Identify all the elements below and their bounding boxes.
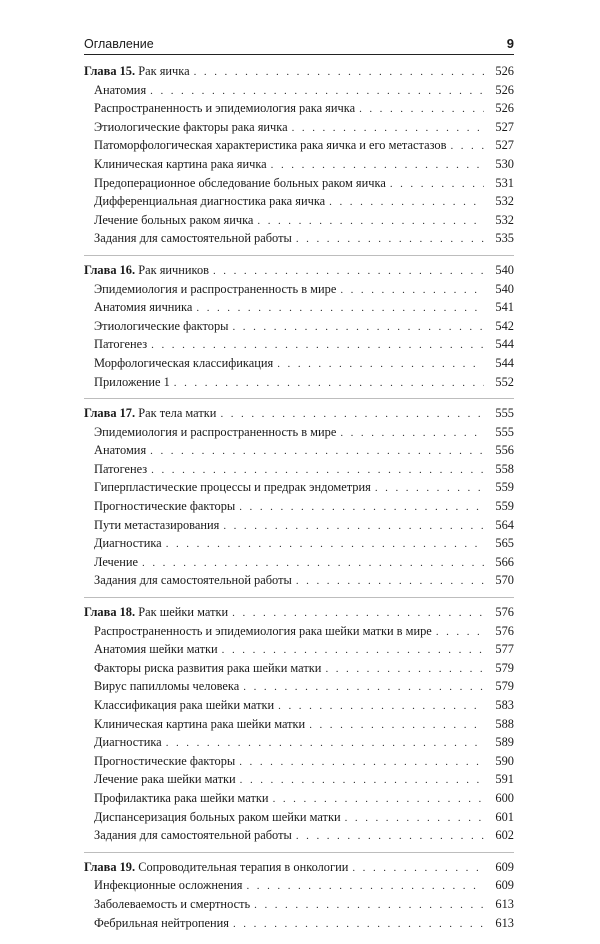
section-title: Фебрильная нейтропения (94, 915, 229, 930)
section-entry[interactable] (84, 479, 514, 498)
chapter-number: Глава 18. (84, 605, 136, 620)
section-title: Анатомия (94, 443, 147, 458)
section-page-number: 564 (495, 517, 514, 532)
section-title: Диагностика (94, 536, 162, 551)
dot-leader (243, 679, 484, 697)
chapter-heading (84, 262, 209, 280)
section-page-number: 559 (495, 499, 514, 514)
section-page-number: 576 (495, 623, 514, 638)
section-entry[interactable] (84, 753, 514, 772)
section-title: Задания для самостоятельной работы (94, 828, 292, 843)
section-page-number: 601 (495, 809, 514, 824)
section-page-number: 552 (495, 374, 514, 389)
section-title: Диагностика (94, 735, 162, 750)
section-page-number: 602 (495, 828, 514, 843)
section-page-number: 600 (495, 790, 514, 805)
section-title: Патогенез (94, 337, 148, 352)
dot-leader (174, 375, 484, 393)
section-entry[interactable] (84, 175, 514, 194)
section-page-number: 577 (495, 642, 514, 657)
section-title: Клиническая картина рака яичка (94, 156, 267, 171)
section-title: Этиологические факторы рака яичка (94, 119, 288, 134)
chapter-entry[interactable] (84, 859, 514, 878)
dot-leader (436, 624, 484, 642)
dot-leader (345, 810, 484, 828)
section-page-number: 570 (495, 573, 514, 588)
section-entry[interactable] (84, 554, 514, 573)
dot-leader (222, 642, 484, 660)
chapter-block (84, 404, 514, 598)
chapter-heading (84, 859, 348, 877)
dot-leader (223, 518, 484, 536)
section-page-number: 527 (495, 138, 514, 153)
dot-leader (325, 661, 484, 679)
section-entry[interactable] (84, 281, 514, 300)
section-entry[interactable] (84, 230, 514, 249)
section-page-number: 579 (495, 679, 514, 694)
dot-leader (296, 828, 484, 846)
section-title: Инфекционные осложнения (94, 878, 243, 893)
dot-leader (450, 138, 484, 156)
section-title: Профилактика рака шейки матки (94, 790, 269, 805)
section-page-number: 544 (495, 337, 514, 352)
section-entry[interactable] (84, 716, 514, 735)
section-page-number: 588 (495, 716, 514, 731)
chapter-number: Глава 17. (84, 406, 136, 421)
section-title: Классификация рака шейки матки (94, 698, 275, 712)
section-entry[interactable] (84, 137, 514, 156)
section-title: Лечение рака шейки матки (94, 772, 236, 787)
chapter-number: Глава 19. (84, 859, 136, 874)
section-entry[interactable] (84, 318, 514, 337)
section-page-number: 589 (495, 735, 514, 750)
section-title: Анатомия (94, 82, 147, 97)
section-page-number: 542 (495, 318, 514, 333)
section-entry[interactable] (84, 623, 514, 642)
section-page-number: 565 (495, 536, 514, 551)
section-title: Пути метастазирования (94, 517, 220, 532)
section-title: Клиническая картина рака шейки матки (94, 716, 306, 731)
section-title: Вирус папилломы человека (94, 679, 240, 694)
section-entry[interactable] (84, 771, 514, 790)
chapter-title: Рак шейки матки (138, 605, 229, 620)
section-page-number: 556 (495, 443, 514, 458)
chapter-block (84, 62, 514, 256)
chapter-block (84, 603, 514, 853)
dot-leader (375, 480, 484, 498)
section-title: Распространенность и эпидемиология рака яичка (94, 101, 356, 116)
chapter-page-number: 526 (495, 64, 514, 78)
section-entry[interactable] (84, 119, 514, 138)
section-page-number: 532 (495, 212, 514, 227)
dot-leader (292, 120, 484, 138)
section-entry[interactable] (84, 517, 514, 536)
chapter-heading (84, 405, 216, 423)
section-page-number: 541 (495, 300, 514, 315)
section-title: Лечение больных раком яичка (94, 212, 254, 227)
section-entry[interactable] (84, 790, 514, 809)
dot-leader (329, 194, 484, 212)
section-title: Гиперпластические процессы и предрак эндометрия (94, 480, 371, 495)
section-page-number: 532 (495, 194, 514, 209)
section-entry[interactable] (84, 193, 514, 212)
dot-leader (166, 735, 484, 753)
section-page-number: 613 (495, 915, 514, 930)
section-title: Анатомия шейки матки (94, 642, 218, 657)
chapter-number: Глава 16. (84, 262, 136, 277)
table-of-contents (84, 62, 514, 944)
dot-leader (257, 213, 484, 231)
chapter-block (84, 261, 514, 399)
section-page-number: 609 (495, 878, 514, 893)
dot-leader (390, 176, 484, 194)
dot-leader (309, 717, 484, 735)
dot-leader (220, 406, 484, 424)
section-page-number: 579 (495, 660, 514, 675)
section-page-number: 530 (495, 156, 514, 171)
section-page-number: 535 (495, 231, 514, 246)
section-entry[interactable] (84, 697, 514, 716)
dot-leader (271, 157, 484, 175)
header-page-number: 9 (506, 36, 514, 51)
section-entry[interactable] (84, 535, 514, 554)
section-title: Морфологическая классификация (94, 355, 274, 370)
chapter-heading (84, 604, 228, 622)
section-entry[interactable] (84, 299, 514, 318)
section-title: Дифференциальная диагностика рака яичка (94, 194, 326, 209)
section-page-number: 566 (495, 554, 514, 569)
chapter-page-number: 540 (495, 262, 514, 277)
chapter-block (84, 858, 514, 939)
section-title: Эпидемиология и распространенность в мире (94, 281, 337, 296)
dot-leader (142, 555, 484, 573)
section-entry[interactable] (84, 156, 514, 175)
dot-leader (150, 443, 484, 461)
section-title: Диспансеризация больных раком шейки матки (94, 809, 341, 824)
chapter-page-number: 555 (495, 406, 514, 421)
section-page-number: 527 (495, 119, 514, 134)
dot-leader (232, 605, 484, 623)
dot-leader (151, 337, 484, 355)
section-entry[interactable] (84, 374, 514, 393)
section-page-number: 590 (495, 753, 514, 768)
section-page-number: 559 (495, 480, 514, 495)
header-rule (84, 54, 514, 55)
chapter-title: Рак яичка (138, 64, 190, 78)
section-entry[interactable] (84, 424, 514, 443)
dot-leader (166, 536, 484, 554)
section-entry[interactable] (84, 100, 514, 119)
section-entry[interactable] (84, 212, 514, 231)
chapter-entry[interactable] (84, 262, 514, 281)
section-title: Эпидемиология и распространенность в мире (94, 424, 337, 439)
dot-leader (278, 698, 484, 716)
dot-leader (239, 499, 484, 517)
section-entry[interactable] (84, 678, 514, 697)
section-title: Задания для самостоятельной работы (94, 573, 292, 588)
section-page-number: 540 (495, 281, 514, 296)
section-page-number: 526 (495, 82, 514, 97)
dot-leader (240, 772, 484, 790)
section-entry[interactable] (84, 660, 514, 679)
section-entry[interactable] (84, 498, 514, 517)
dot-leader (151, 462, 484, 480)
dot-leader (340, 425, 484, 443)
dot-leader (213, 263, 484, 281)
section-entry[interactable] (84, 827, 514, 846)
section-title: Этиологические факторы (94, 318, 229, 333)
chapter-number: Глава 15. (84, 64, 136, 78)
section-entry[interactable] (84, 641, 514, 660)
dot-leader (273, 791, 484, 809)
running-header (84, 36, 514, 51)
header-title: Оглавление (84, 37, 154, 51)
dot-leader (254, 897, 484, 915)
section-page-number: 558 (495, 461, 514, 476)
section-entry[interactable] (84, 572, 514, 591)
dot-leader (340, 282, 484, 300)
section-entry[interactable] (84, 877, 514, 896)
section-page-number: 613 (495, 896, 514, 911)
section-title: Анатомия яичника (94, 300, 193, 315)
section-title: Прогностические факторы (94, 499, 236, 514)
chapter-entry[interactable] (84, 604, 514, 623)
section-entry[interactable] (84, 809, 514, 828)
section-entry[interactable] (84, 355, 514, 374)
dot-leader (194, 64, 484, 82)
dot-leader (296, 573, 484, 591)
dot-leader (239, 754, 484, 772)
section-title: Патоморфологическая характеристика рака яичка и его метастазов (94, 138, 447, 153)
chapter-entry[interactable] (84, 63, 514, 82)
chapter-title: Рак тела матки (138, 406, 217, 421)
chapter-title: Рак яичников (138, 262, 209, 277)
dot-leader (233, 916, 484, 934)
section-title: Факторы риска развития рака шейки матки (94, 660, 322, 675)
section-title: Приложение 1 (94, 374, 170, 389)
section-title: Предоперационное обследование больных раком яичка (94, 175, 386, 190)
section-page-number: 531 (495, 175, 514, 190)
dot-leader (277, 356, 484, 374)
section-page-number: 591 (495, 772, 514, 787)
section-page-number: 526 (495, 101, 514, 116)
dot-leader (352, 860, 484, 878)
dot-leader (359, 101, 484, 119)
dot-leader (233, 319, 485, 337)
section-entry[interactable] (84, 461, 514, 480)
section-entry[interactable] (84, 915, 514, 934)
section-title: Лечение (94, 554, 139, 569)
chapter-heading (84, 63, 190, 81)
section-entry[interactable] (84, 82, 514, 101)
chapter-page-number: 576 (495, 605, 514, 620)
section-entry[interactable] (84, 896, 514, 915)
section-title: Прогностические факторы (94, 753, 236, 768)
section-title: Патогенез (94, 461, 148, 476)
section-title: Задания для самостоятельной работы (94, 231, 292, 246)
section-title: Распространенность и эпидемиология рака шейки матки в мире (94, 623, 432, 638)
dot-leader (247, 878, 485, 896)
chapter-page-number: 609 (495, 859, 514, 874)
section-title: Заболеваемость и смертность (94, 896, 251, 911)
dot-leader (296, 231, 484, 249)
chapter-entry[interactable] (84, 405, 514, 424)
chapter-title: Сопроводительная терапия в онкологии (138, 859, 349, 874)
dot-leader (150, 83, 484, 101)
section-page-number: 544 (495, 355, 514, 370)
section-page-number: 555 (495, 424, 514, 439)
section-entry[interactable] (84, 336, 514, 355)
section-page-number: 583 (495, 698, 514, 712)
dot-leader (196, 300, 484, 318)
section-entry[interactable] (84, 442, 514, 461)
